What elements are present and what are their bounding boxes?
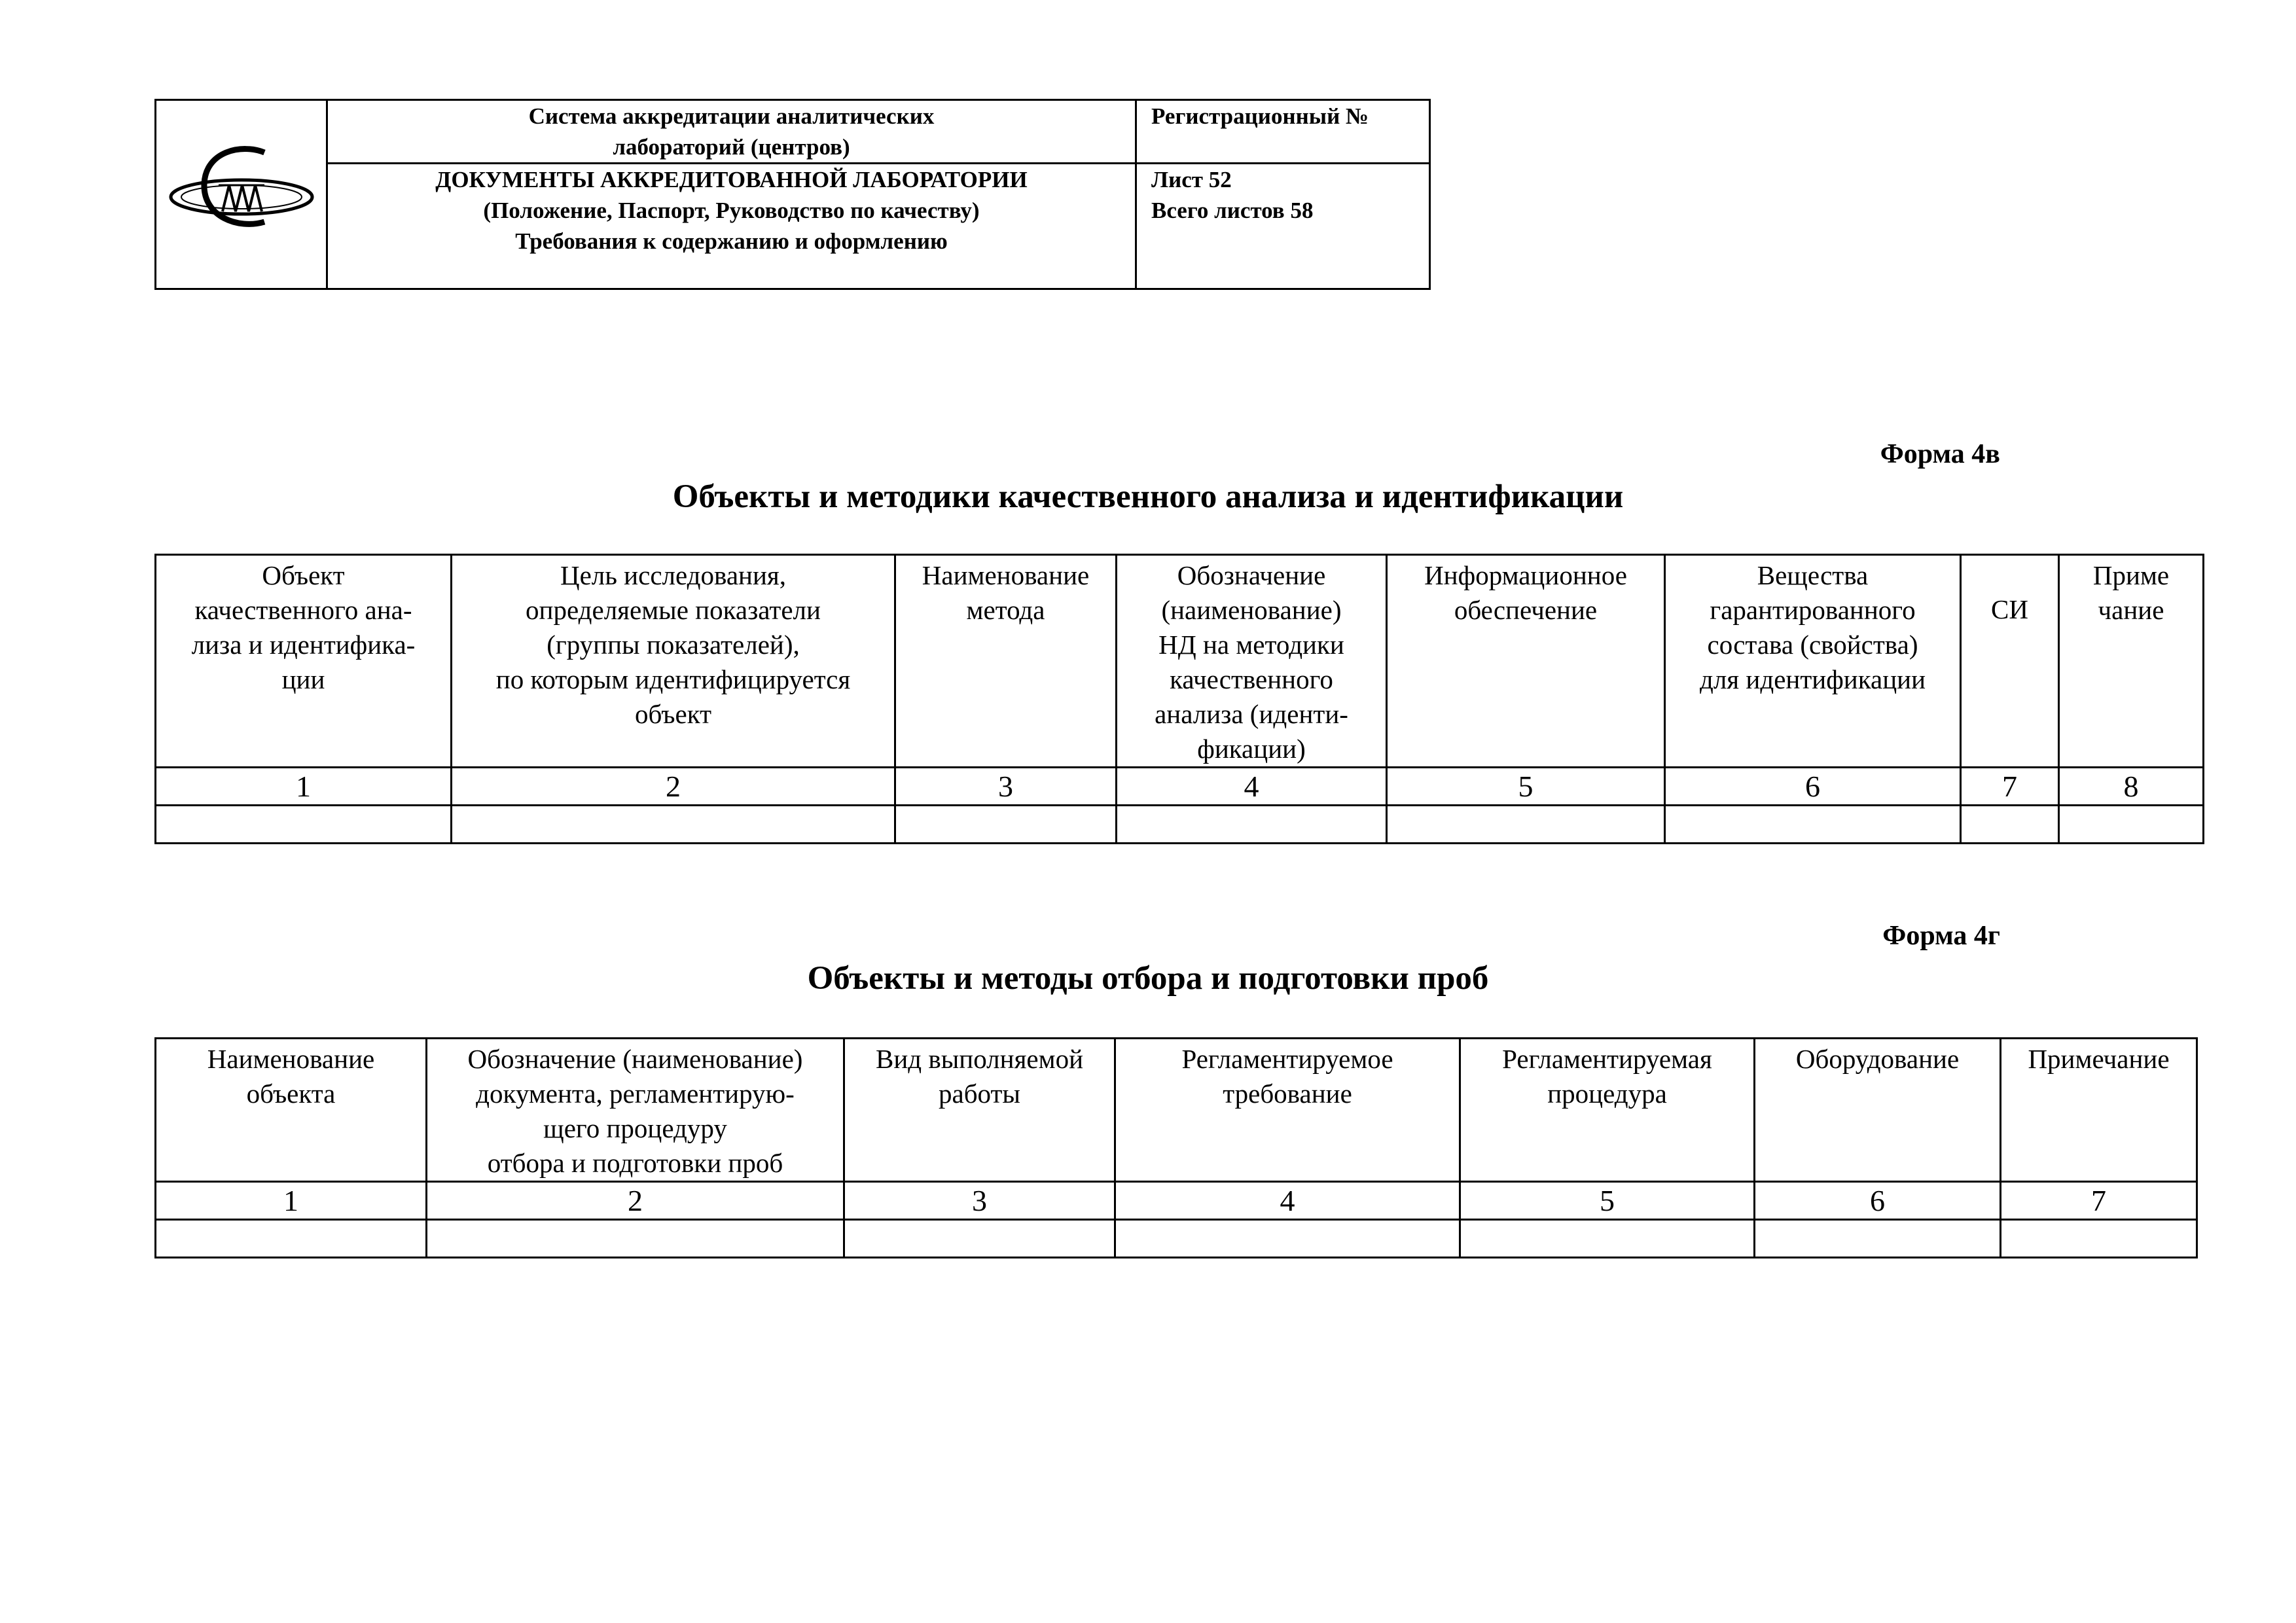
column-number: 2 xyxy=(427,1182,844,1220)
header-text-line: процедура xyxy=(1547,1079,1667,1109)
empty-cell xyxy=(1755,1220,2001,1258)
empty-cell xyxy=(1665,806,1961,844)
header-text-line: отбора и подготовки проб xyxy=(487,1148,783,1178)
header-text-line: Вид выполняемой xyxy=(875,1044,1084,1074)
column-header xyxy=(1665,555,1961,768)
header-text-line: Примечание xyxy=(2028,1044,2170,1074)
header-text-line: объекта xyxy=(246,1079,336,1109)
organization-logo-icon xyxy=(166,138,317,243)
empty-cell xyxy=(2059,806,2204,844)
empty-cell xyxy=(844,1220,1115,1258)
header-text-line: ции xyxy=(281,664,325,694)
header-text-line: качественного xyxy=(1170,664,1333,694)
registration-number-label: Регистрационный № xyxy=(1151,103,1369,129)
empty-cell xyxy=(2001,1220,2197,1258)
column-header xyxy=(895,555,1117,768)
form-4g-title: Объекты и методы отбора и подготовки проб xyxy=(807,960,1489,997)
header-text-line: метода xyxy=(966,595,1045,625)
column-header xyxy=(2059,555,2204,768)
column-header xyxy=(156,1039,427,1182)
document-title-line-2: (Положение, Паспорт, Руководство по качеству) xyxy=(483,198,980,223)
column-header xyxy=(844,1039,1115,1182)
document-title-line-1: ДОКУМЕНТЫ АККРЕДИТОВАННОЙ ЛАБОРАТОРИИ xyxy=(435,167,1028,192)
header-text-line: требование xyxy=(1223,1079,1352,1109)
header-text-line: Обозначение xyxy=(1177,560,1326,590)
column-header xyxy=(427,1039,844,1182)
column-header xyxy=(2001,1039,2197,1182)
column-header xyxy=(1387,555,1665,768)
system-name-cell xyxy=(327,100,1136,164)
column-number: 8 xyxy=(2059,768,2204,806)
column-number: 1 xyxy=(156,768,452,806)
form-4v-label: Форма 4в xyxy=(1880,439,2000,469)
header-text-line: Информационное xyxy=(1424,560,1627,590)
column-number: 5 xyxy=(1387,768,1665,806)
system-name-line-2: лабораторий (центров) xyxy=(613,134,850,160)
header-text-line: (группы показателей), xyxy=(547,630,800,660)
empty-cell xyxy=(895,806,1117,844)
form-4g-header-row xyxy=(156,1039,2197,1182)
sheet-info-cell xyxy=(1136,164,1430,289)
empty-cell xyxy=(1460,1220,1755,1258)
sheet-number: Лист 52 xyxy=(1151,167,1232,192)
header-text-line: фикации) xyxy=(1197,734,1306,764)
header-text-line: лиза и идентифика- xyxy=(191,630,416,660)
form-4v-header-row xyxy=(156,555,2204,768)
header-text-line: Объект xyxy=(262,560,345,590)
empty-cell xyxy=(1961,806,2059,844)
header-text-line: Обозначение (наименование) xyxy=(467,1044,803,1074)
column-number: 5 xyxy=(1460,1182,1755,1220)
header-text-line: щего процедуру xyxy=(543,1113,727,1143)
document-title-line-3: Требования к содержанию и оформлению xyxy=(515,228,948,254)
column-number: 2 xyxy=(452,768,895,806)
document-title-cell xyxy=(327,164,1136,289)
column-number: 3 xyxy=(895,768,1117,806)
total-sheets: Всего листов 58 xyxy=(1151,198,1314,223)
column-number: 4 xyxy=(1117,768,1387,806)
empty-cell xyxy=(427,1220,844,1258)
column-number: 3 xyxy=(844,1182,1115,1220)
column-number: 7 xyxy=(2001,1182,2197,1220)
column-number: 4 xyxy=(1115,1182,1460,1220)
header-text-line: Регламентируемое xyxy=(1181,1044,1393,1074)
header-text-line: определяемые показатели xyxy=(526,595,821,625)
header-text-line: анализа (иденти- xyxy=(1155,699,1348,729)
form-4v-title: Объекты и методики качественного анализа и идентификации xyxy=(672,478,1624,515)
header-text-line: Наименование xyxy=(922,560,1090,590)
header-text-line: состава (свойства) xyxy=(1707,630,1918,660)
form-4v-table xyxy=(154,554,2204,844)
column-header xyxy=(1755,1039,2001,1182)
header-text-line: Вещества xyxy=(1757,560,1869,590)
form-4g-number-row xyxy=(156,1182,2197,1220)
empty-cell xyxy=(452,806,895,844)
header-text-line: Цель исследования, xyxy=(560,560,787,590)
header-text-line: СИ xyxy=(1991,594,2028,624)
header-text-line: объект xyxy=(634,699,712,729)
header-text-line: Регламентируемая xyxy=(1502,1044,1712,1074)
empty-cell xyxy=(156,806,452,844)
form-4v-number-row xyxy=(156,768,2204,806)
column-number: 6 xyxy=(1755,1182,2001,1220)
header-text-line: качественного ана- xyxy=(194,595,412,625)
column-header xyxy=(156,555,452,768)
header-text-line: (наименование) xyxy=(1161,595,1342,625)
header-text-line: Приме xyxy=(2092,560,2170,590)
header-text-line: Оборудование xyxy=(1795,1044,1960,1074)
header-text-line: по которым идентифицируется xyxy=(495,664,851,694)
column-number: 7 xyxy=(1961,768,2059,806)
column-number: 6 xyxy=(1665,768,1961,806)
system-name-line-1: Система аккредитации аналитических xyxy=(528,103,935,129)
empty-cell xyxy=(1117,806,1387,844)
header-text-line: для идентификации xyxy=(1699,664,1926,694)
form-4g-label: Форма 4г xyxy=(1882,921,2000,951)
header-text-line: чание xyxy=(2098,595,2164,625)
header-text-line: работы xyxy=(939,1079,1020,1109)
column-header xyxy=(1961,555,2059,768)
empty-cell xyxy=(1387,806,1665,844)
column-number: 1 xyxy=(156,1182,427,1220)
header-text-line: НД на методики xyxy=(1158,630,1344,660)
column-header xyxy=(1460,1039,1755,1182)
column-header xyxy=(452,555,895,768)
header-text-line: обеспечение xyxy=(1454,595,1598,625)
form-4g-table xyxy=(154,1037,2198,1258)
column-header xyxy=(1115,1039,1460,1182)
registration-cell xyxy=(1136,100,1430,164)
header-text-line: документа, регламентирую- xyxy=(476,1079,795,1109)
header-text-line: гарантированного xyxy=(1710,595,1916,625)
form-4g-empty-row xyxy=(156,1220,2197,1258)
column-header xyxy=(1117,555,1387,768)
logo-cell xyxy=(156,100,327,289)
empty-cell xyxy=(156,1220,427,1258)
empty-cell xyxy=(1115,1220,1460,1258)
header-text-line: Наименование xyxy=(207,1044,375,1074)
document-header xyxy=(154,99,1431,290)
form-4v-empty-row xyxy=(156,806,2204,844)
